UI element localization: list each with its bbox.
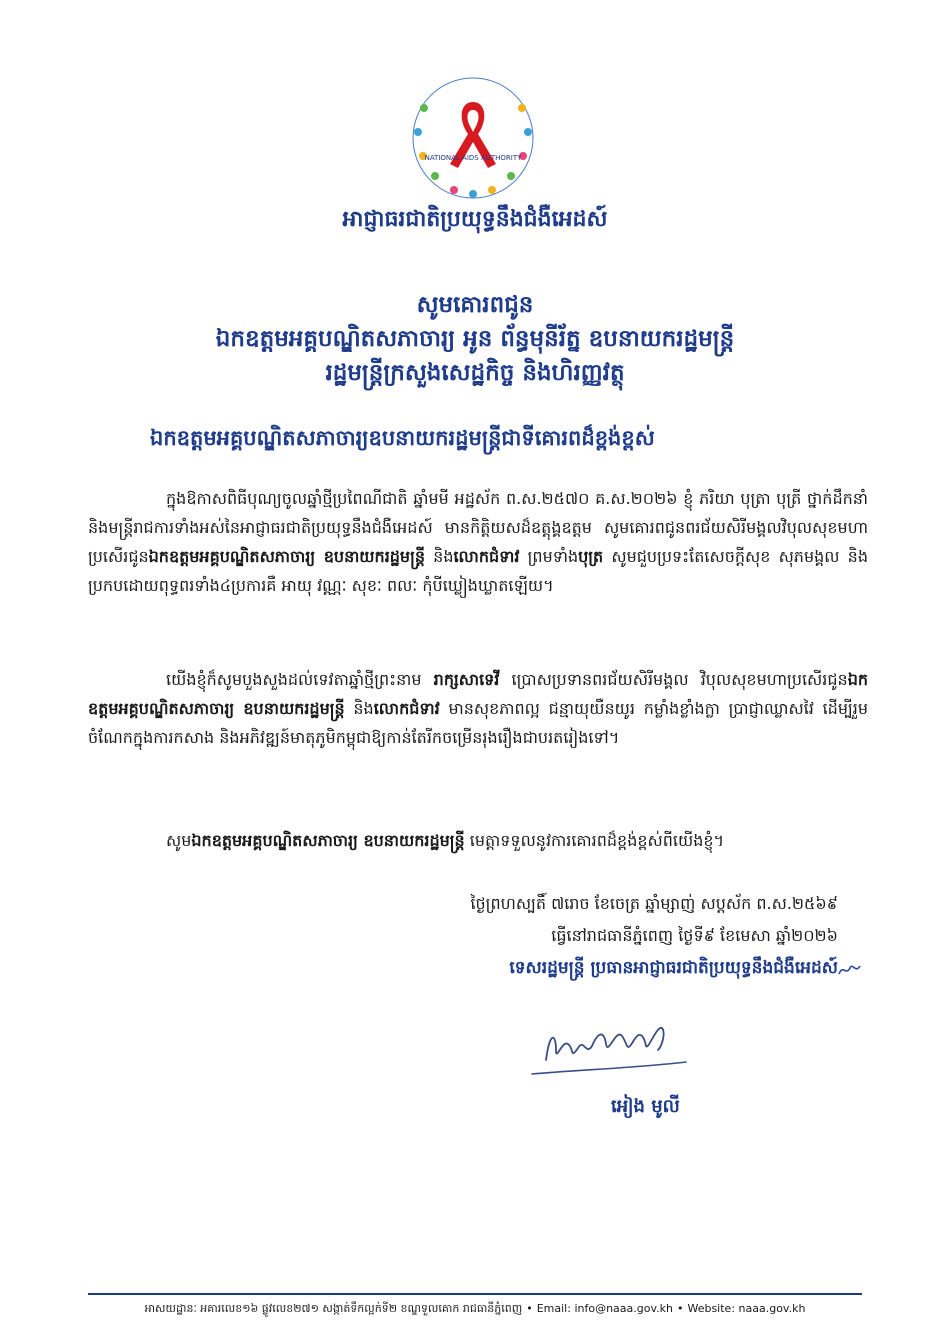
handwritten-signature — [526, 1010, 691, 1085]
footer-separator: • — [676, 1302, 684, 1315]
national-aids-authority-logo — [398, 72, 548, 207]
footer — [88, 1302, 862, 1318]
p2-bold-recipient: ឯកឧត្តមអគ្គបណ្ឌិតសភាចារ្យ ឧបនាយករដ្ឋមន្ត្រី — [88, 670, 868, 718]
p2-bold-spouse: លោកជំទាវ — [373, 699, 440, 718]
lunar-date: ថ្ងៃព្រហស្បតិ៍ ៧រោច ខែចេត្រ ឆ្នាំម្សាញ់ សប្តស័ក ព.ស.២៥៦៩ — [470, 894, 838, 913]
recipient-name: ឯកឧត្តមអគ្គបណ្ឌិតសភាចារ្យ អូន ព័ន្ធមុនីរ័ត្ន ឧបនាយករដ្ឋមន្ត្រី — [215, 326, 735, 352]
footer-address: អាសយដ្ឋានៈ អគារលេខ១៦ ផ្លូវលេខ២៧១ សង្កាត់ទឹកល្អក់ទី២ ខណ្ឌទួលគោក រាជធានីភ្នំពេញ — [144, 1302, 523, 1315]
p3-text: សូម — [166, 831, 192, 850]
signer-name: អៀង មូលី — [611, 1096, 680, 1117]
p3-text-2: មេត្តាទទួលនូវការគោរពដ៏ខ្ពង់ខ្ពស់ពីយើងខ្ញុំ។ — [464, 831, 725, 850]
letter-subject: ឯកឧត្តមអគ្គបណ្ឌិតសភាចារ្យឧបនាយករដ្ឋមន្ត្រីជាទីគោរពដ៏ខ្ពង់ខ្ពស់ — [150, 426, 655, 450]
paragraph-2 — [88, 665, 868, 752]
salutation: សូមគោរពជូន — [416, 292, 534, 318]
p1-text-3: ព្រមទាំង — [519, 547, 579, 566]
solar-date: ធ្វើនៅរាជធានីភ្នំពេញ ថ្ងៃទី៩ ខែមេសា ឆ្នាំ២០២៦ — [551, 926, 838, 945]
p1-bold-recipient: ឯកឧត្តមអគ្គបណ្ឌិតសភាចារ្យ ឧបនាយករដ្ឋមន្ត្រី — [148, 547, 425, 566]
addressee-block — [0, 288, 950, 390]
p2-text-2: ប្រោសប្រទានពរជ័យសិរីមង្គល វិបុលសុខមហាប្រសើរជូន — [499, 670, 848, 689]
p1-text: ក្នុងឱកាសពិធីបុណ្យចូលឆ្នាំថ្មីប្រពៃណីជាតិ ឆ្នាំមមី អដ្ឋស័ក ព.ស.២៥៧០ គ.ស.២០២៦ ខ្ញុំ ភរិយា បុត្រា បុត្រី ថ្នាក់ដឹកនាំ និងមន្ត្រីរាជការទាំងអស់នៃអាជ្ញាធរជាតិប្រយុទ្ធនឹងជំងឺអេដស៍ មានកិត្តិយសដ៏ឧត្តុង្គឧត្តម សូមគោរពជូនពរជ័យសិរីមង្គលវិបុលសុខមហាប្រសើរជូន — [88, 489, 868, 566]
recipient-position: រដ្ឋមន្ត្រីក្រសួងសេដ្ឋកិច្ច និងហិរញ្ញវត្ថុ — [325, 360, 625, 386]
p2-text-3: និង — [344, 699, 374, 718]
p1-text-4: សូមជួបប្រទះតែសេចក្តីសុខ សុភមង្គល និងប្រកបដោយពុទ្ធពរទាំង៤ប្រការគឺ អាយុ វណ្ណៈ សុខៈ ពលៈ កុំបីឃ្លៀងឃ្លាតឡើយ។ — [88, 547, 868, 595]
footer-divider — [88, 1293, 862, 1295]
logo-caption: NATIONAL AIDS AUTHORITY — [424, 154, 522, 162]
p3-bold-recipient: ឯកឧត្តមអគ្គបណ្ឌិតសភាចារ្យ ឧបនាយករដ្ឋមន្ត្រី — [191, 831, 465, 850]
p2-bold-deity: រាក្សសាទេវី — [433, 670, 500, 689]
p1-bold-children: បុត្រ — [578, 547, 604, 566]
organization-name: អាជ្ញាធរជាតិប្រយុទ្ធនឹងជំងឺអេដស៍ — [342, 207, 608, 232]
p2-text-4: មានសុខភាពល្អ ជន្មាយុយឺនយូរ កម្លាំងខ្លាំងក្លា ប្រាជ្ញាឈ្លាសវៃ ដើម្បីរួមចំណែកក្នុងការកសាង និងអភិវឌ្ឍន៍មាតុភូមិកម្ពុជាឱ្យកាន់តែរីកចម្រើនរុងរឿងជាបរតរៀងទៅ។ — [88, 699, 868, 747]
paragraph-1 — [88, 484, 868, 600]
p2-text: យើងខ្ញុំក៏សូមបួងសួងដល់ទេវតាឆ្នាំថ្មីព្រះនាម — [166, 670, 434, 689]
footer-website[interactable]: Website: naaa.gov.kh — [687, 1302, 806, 1315]
footer-separator: • — [526, 1302, 533, 1315]
initial-mark-icon — [836, 958, 864, 980]
p1-bold-spouse: លោកជំទាវ — [453, 547, 520, 566]
signer-title: ទេសរដ្ឋមន្ត្រី ប្រធានអាជ្ញាធរជាតិប្រយុទ្ធនឹងជំងឺអេដស៍ — [509, 958, 838, 978]
footer-email[interactable]: Email: info@naaa.gov.kh — [536, 1302, 673, 1315]
paragraph-3 — [88, 826, 868, 855]
p1-text-2: និង — [425, 547, 454, 566]
